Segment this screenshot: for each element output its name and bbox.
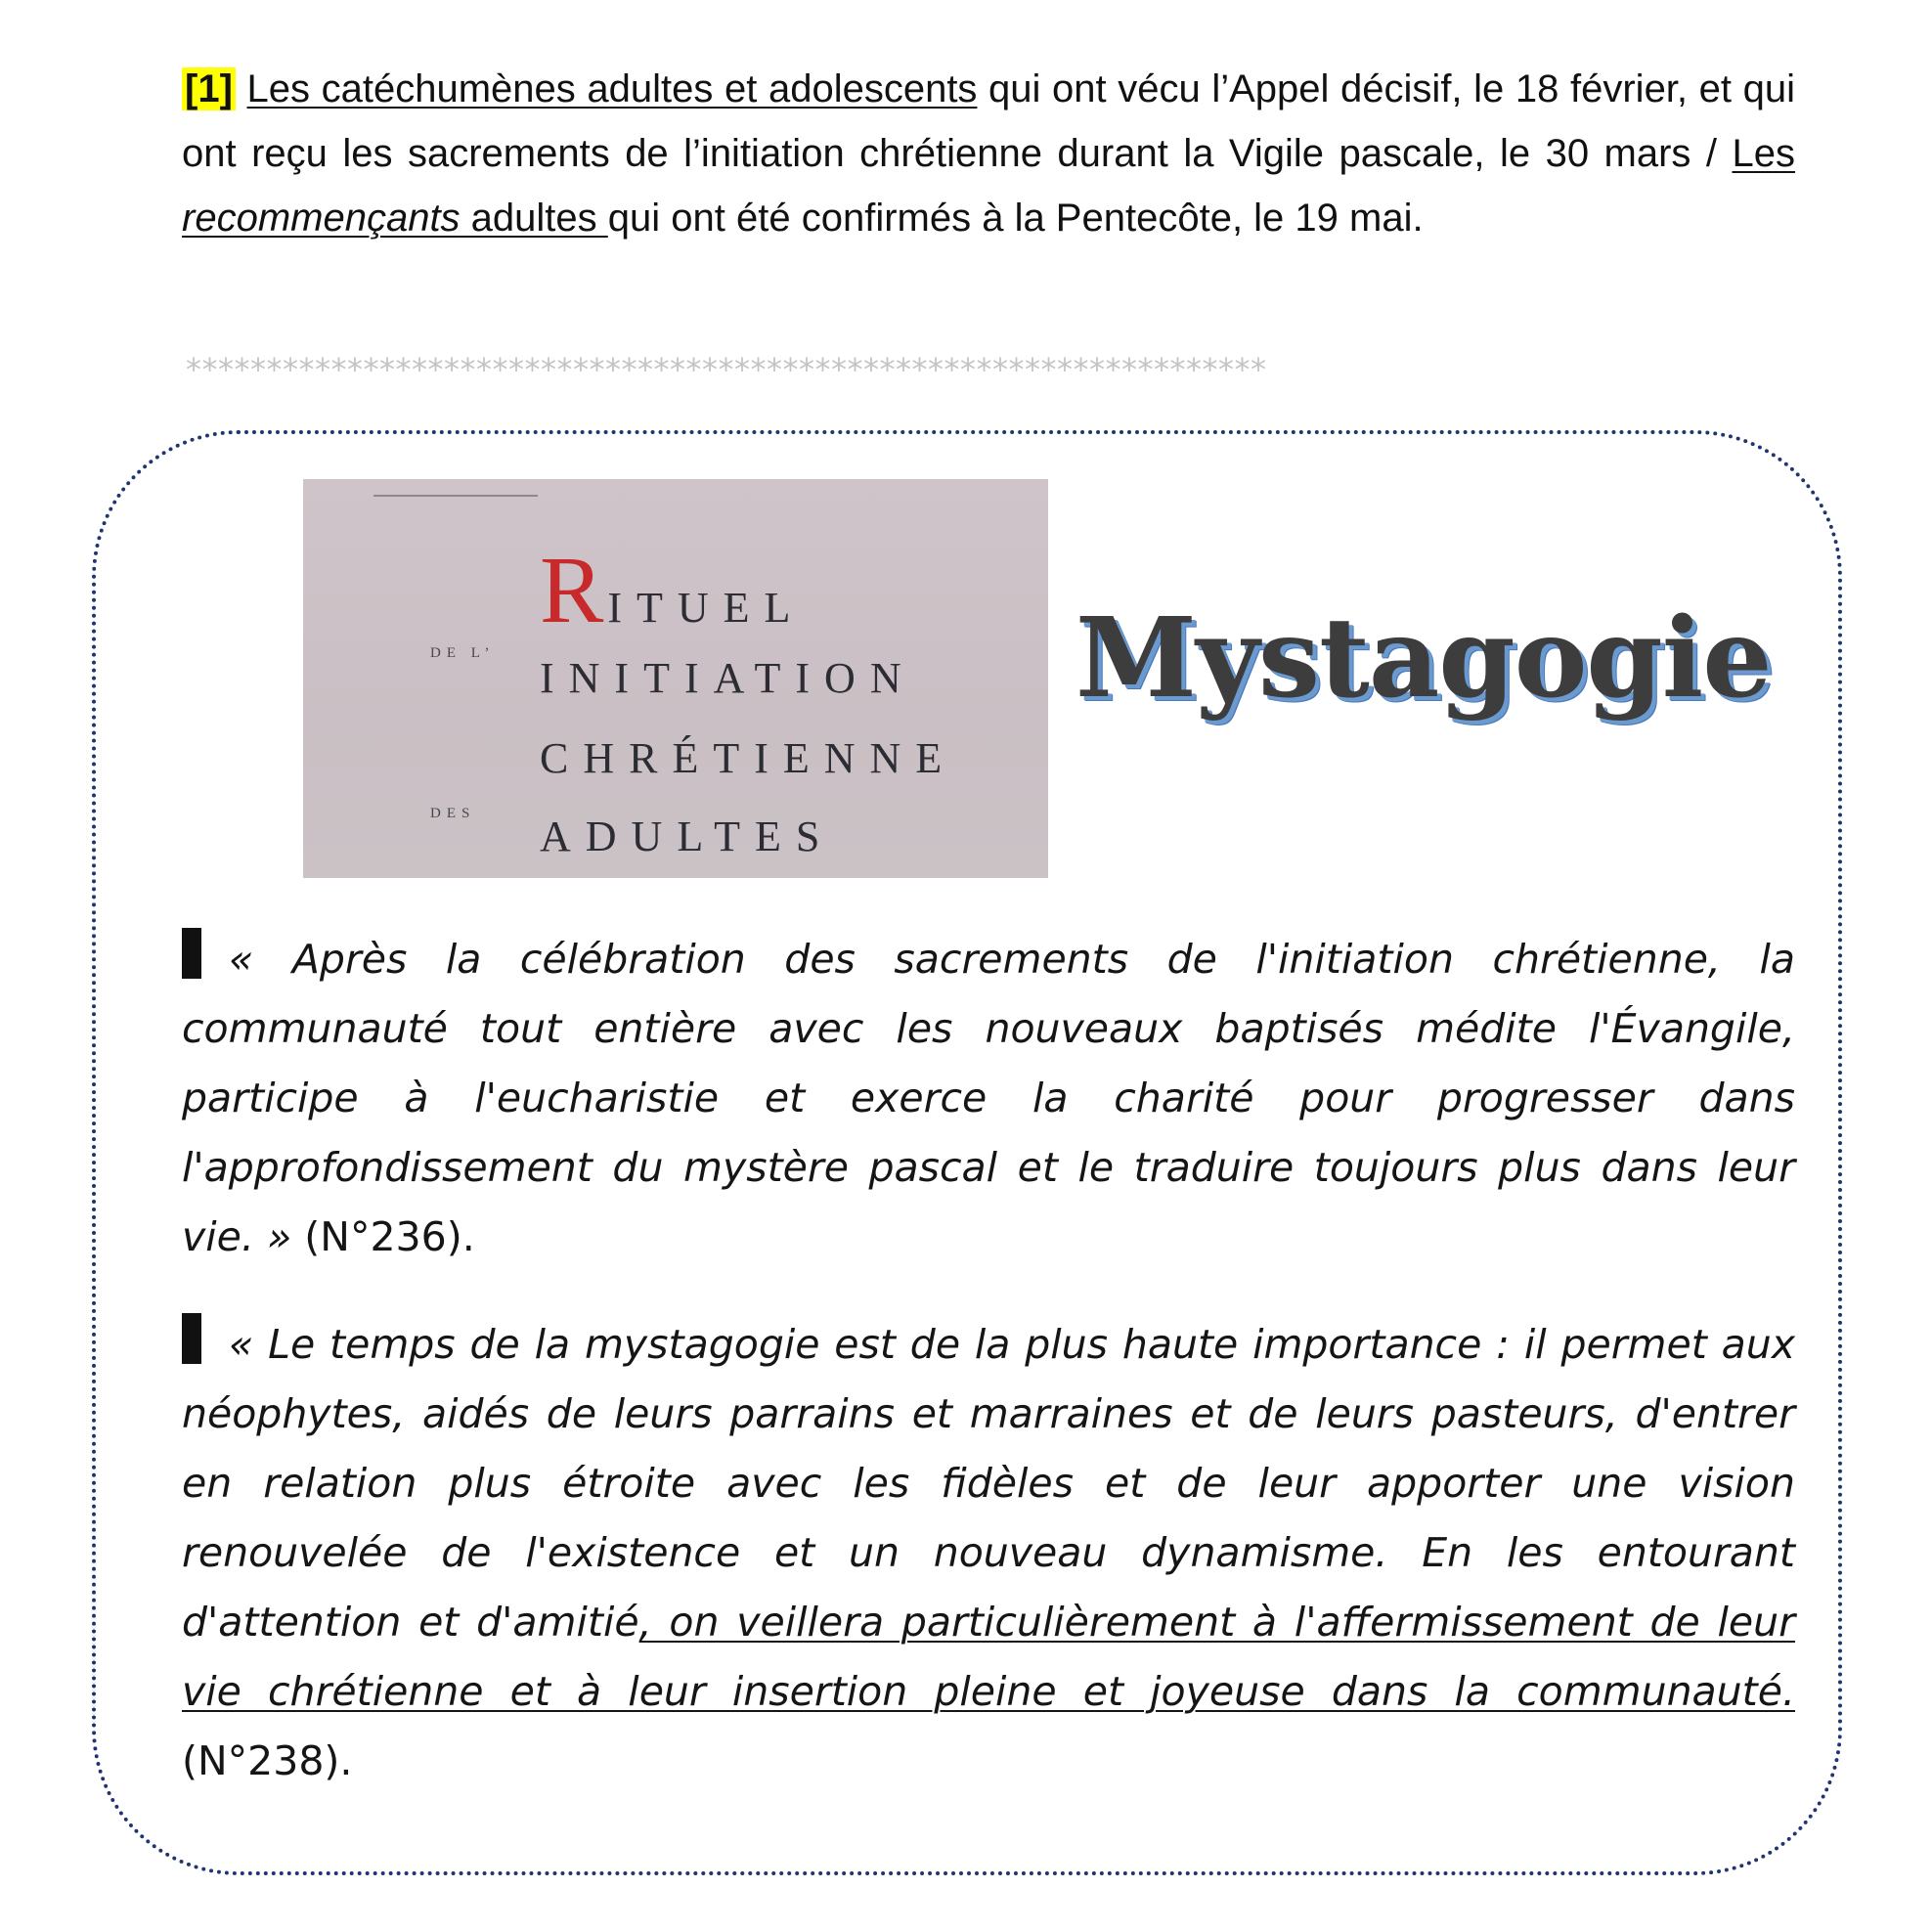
cover-rituel-rest: ITUEL — [607, 584, 806, 632]
cover-line-rituel — [540, 536, 805, 645]
footnote-marker[interactable]: [1] — [182, 67, 236, 110]
quote-bar-marker — [182, 1313, 201, 1364]
cover-small-des: DES — [430, 806, 476, 821]
footnote-paragraph — [182, 57, 1795, 250]
cover-line-adultes: ADULTES — [540, 812, 835, 860]
quote-236-text: « Après la célébration des sacrements de l'initiation chrétienne, la communauté tout entière avec les nouveaux baptisés médite l'Évangile, participe à l'eucharistie et exerce la charité pour progresser dans l'approfondissement du mystère pascal et le traduire toujours plus dans leur vie. » — [182, 936, 1795, 1260]
footnote-adultes: adultes — [460, 197, 608, 240]
cover-rule — [373, 495, 538, 497]
asterisk-separator: ******************************************************************* — [186, 351, 1267, 388]
mystagogie-heading: Mystagogie — [1076, 594, 1772, 723]
footnote-recommencants-italic: recommençants — [182, 197, 461, 240]
cover-line-chretienne: CHRÉTIENNE — [540, 734, 957, 782]
quote-238-underlined: , on veillera particulièrement à l'affermissement de leur vie chrétienne et à leur insertion pleine et joyeuse dans la communauté. — [182, 1599, 1795, 1715]
quote-238-ref: (N°238). — [182, 1737, 353, 1784]
footnote-underlined-subject: Les catéchumènes adultes et adolescents — [246, 67, 978, 110]
cover-line-initiation: INITIATION — [540, 654, 916, 702]
book-cover-image — [303, 479, 1048, 878]
quote-236 — [182, 925, 1795, 1272]
quote-bar-marker — [182, 928, 201, 979]
quote-236-ref: (N°236). — [291, 1213, 475, 1260]
cover-red-initial: R — [540, 538, 608, 643]
quote-238 — [182, 1310, 1795, 1796]
footnote-text-end: qui ont été confirmés à la Pentecôte, le 19 mai. — [607, 197, 1424, 240]
footnote-les: Les — [1732, 132, 1795, 175]
quote-238-text: « Le temps de la mystagogie est de la plus haute importance : il permet aux néophytes, aidés de leurs parrains et marraines et de leurs pasteurs, d'entrer en relation plus étroite avec les fidèles et de leur apporter une vision renouvelée de l'existence et un nouveau dynamisme. En les entourant d'attention et d'amitié — [182, 1321, 1795, 1646]
footnote-text: qui ont vécu l’Appel décisif, le 18 février, et qui ont reçu les sacrements de l’initiation chrétienne durant la Vigile pascale, le 30 mars / — [182, 67, 1795, 175]
cover-small-de: DE L’ — [430, 645, 496, 661]
